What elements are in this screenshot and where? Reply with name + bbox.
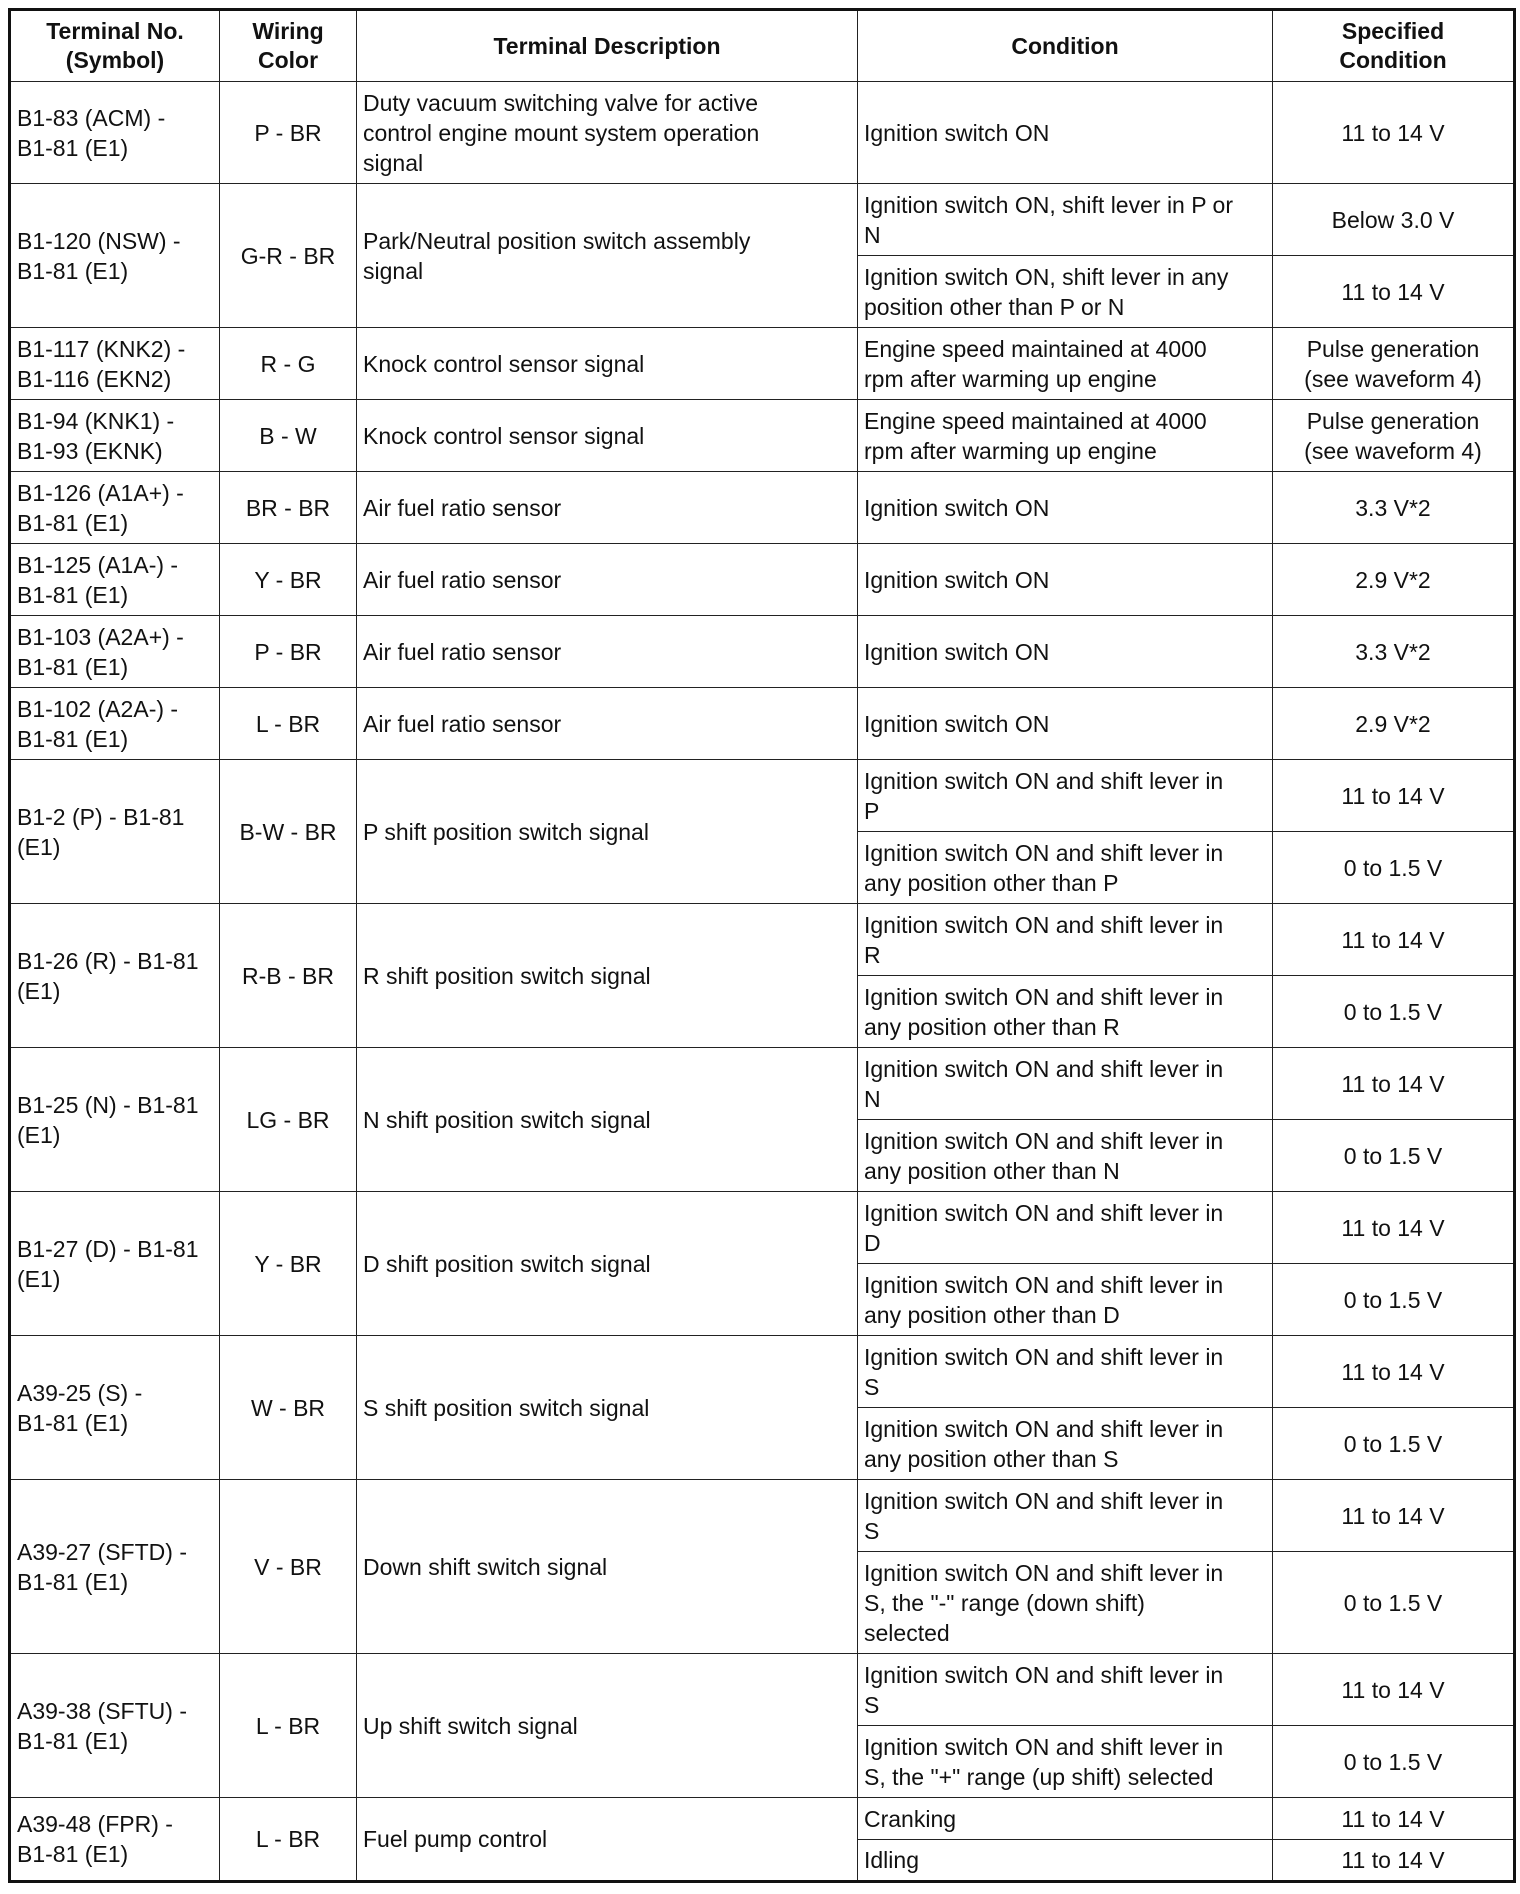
terminal-cell: B1-27 (D) - B1-81 (E1) <box>10 1192 220 1336</box>
specified-condition-cell: 11 to 14 V <box>1273 1840 1515 1882</box>
terminal-cell: A39-27 (SFTD) - B1-81 (E1) <box>10 1480 220 1654</box>
condition-cell: Ignition switch ON and shift lever in any position other than P <box>858 832 1273 904</box>
table-row <box>10 760 1515 832</box>
specified-condition-cell: 0 to 1.5 V <box>1273 1264 1515 1336</box>
terminal-cell: B1-26 (R) - B1-81 (E1) <box>10 904 220 1048</box>
header-row <box>10 10 1515 82</box>
specified-condition-cell: 11 to 14 V <box>1273 1192 1515 1264</box>
specified-condition-cell: 2.9 V*2 <box>1273 688 1515 760</box>
table-row <box>10 1654 1515 1726</box>
terminal-cell: A39-25 (S) - B1-81 (E1) <box>10 1336 220 1480</box>
terminal-description-cell: Knock control sensor signal <box>357 328 858 400</box>
specified-condition-cell: 3.3 V*2 <box>1273 616 1515 688</box>
wiring-color-cell: P - BR <box>220 616 357 688</box>
terminal-description-cell: Air fuel ratio sensor <box>357 472 858 544</box>
terminal-cell: B1-117 (KNK2) - B1-116 (EKN2) <box>10 328 220 400</box>
table-row <box>10 616 1515 688</box>
condition-cell: Engine speed maintained at 4000 rpm after warming up engine <box>858 328 1273 400</box>
condition-cell: Ignition switch ON and shift lever in S <box>858 1336 1273 1408</box>
wiring-color-cell: Y - BR <box>220 544 357 616</box>
specified-condition-cell: 11 to 14 V <box>1273 82 1515 184</box>
terminal-description-cell: Up shift switch signal <box>357 1654 858 1798</box>
condition-cell: Ignition switch ON and shift lever in S, the "+" range (up shift) selected <box>858 1726 1273 1798</box>
wiring-color-cell: B-W - BR <box>220 760 357 904</box>
wiring-color-cell: L - BR <box>220 688 357 760</box>
specified-condition-cell: 11 to 14 V <box>1273 256 1515 328</box>
condition-cell: Ignition switch ON <box>858 544 1273 616</box>
table-row <box>10 184 1515 256</box>
table-row <box>10 328 1515 400</box>
header-specified-condition: Specified Condition <box>1273 10 1515 82</box>
specified-condition-cell: 11 to 14 V <box>1273 1336 1515 1408</box>
terminal-spec-table-wrapper <box>8 8 1513 1883</box>
specified-condition-cell: 0 to 1.5 V <box>1273 832 1515 904</box>
condition-cell: Ignition switch ON and shift lever in any position other than S <box>858 1408 1273 1480</box>
wiring-color-cell: V - BR <box>220 1480 357 1654</box>
condition-cell: Ignition switch ON and shift lever in S, the "-" range (down shift) selected <box>858 1552 1273 1654</box>
condition-cell: Ignition switch ON and shift lever in P <box>858 760 1273 832</box>
condition-cell: Ignition switch ON and shift lever in D <box>858 1192 1273 1264</box>
condition-cell: Ignition switch ON and shift lever in S <box>858 1480 1273 1552</box>
specified-condition-cell: 11 to 14 V <box>1273 904 1515 976</box>
specified-condition-cell: Pulse generation (see waveform 4) <box>1273 328 1515 400</box>
wiring-color-cell: BR - BR <box>220 472 357 544</box>
condition-cell: Ignition switch ON <box>858 688 1273 760</box>
terminal-cell: B1-126 (A1A+) - B1-81 (E1) <box>10 472 220 544</box>
specified-condition-cell: 2.9 V*2 <box>1273 544 1515 616</box>
table-row <box>10 400 1515 472</box>
table-row <box>10 1480 1515 1552</box>
wiring-color-cell: L - BR <box>220 1798 357 1882</box>
header-wiring-color: Wiring Color <box>220 10 357 82</box>
condition-cell: Ignition switch ON, shift lever in any position other than P or N <box>858 256 1273 328</box>
terminal-cell: A39-48 (FPR) - B1-81 (E1) <box>10 1798 220 1882</box>
terminal-cell: B1-103 (A2A+) - B1-81 (E1) <box>10 616 220 688</box>
wiring-color-cell: W - BR <box>220 1336 357 1480</box>
condition-cell: Ignition switch ON <box>858 82 1273 184</box>
condition-cell: Ignition switch ON and shift lever in any position other than D <box>858 1264 1273 1336</box>
terminal-spec-table <box>8 8 1516 1883</box>
table-row <box>10 688 1515 760</box>
wiring-color-cell: P - BR <box>220 82 357 184</box>
terminal-cell: B1-125 (A1A-) - B1-81 (E1) <box>10 544 220 616</box>
wiring-color-cell: R - G <box>220 328 357 400</box>
specified-condition-cell: 0 to 1.5 V <box>1273 1408 1515 1480</box>
condition-cell: Ignition switch ON and shift lever in N <box>858 1048 1273 1120</box>
terminal-cell: B1-102 (A2A-) - B1-81 (E1) <box>10 688 220 760</box>
wiring-color-cell: G-R - BR <box>220 184 357 328</box>
terminal-description-cell: P shift position switch signal <box>357 760 858 904</box>
wiring-color-cell: R-B - BR <box>220 904 357 1048</box>
terminal-cell: A39-38 (SFTU) - B1-81 (E1) <box>10 1654 220 1798</box>
terminal-description-cell: Knock control sensor signal <box>357 400 858 472</box>
condition-cell: Ignition switch ON and shift lever in R <box>858 904 1273 976</box>
header-terminal: Terminal No. (Symbol) <box>10 10 220 82</box>
specified-condition-cell: 0 to 1.5 V <box>1273 1552 1515 1654</box>
terminal-description-cell: D shift position switch signal <box>357 1192 858 1336</box>
terminal-cell: B1-120 (NSW) - B1-81 (E1) <box>10 184 220 328</box>
terminal-description-cell: Fuel pump control <box>357 1798 858 1882</box>
header-terminal-description: Terminal Description <box>357 10 858 82</box>
terminal-description-cell: Duty vacuum switching valve for active control engine mount system operation signal <box>357 82 858 184</box>
table-row <box>10 1192 1515 1264</box>
specified-condition-cell: 11 to 14 V <box>1273 1048 1515 1120</box>
terminal-cell: B1-2 (P) - B1-81 (E1) <box>10 760 220 904</box>
table-row <box>10 1336 1515 1408</box>
specified-condition-cell: Below 3.0 V <box>1273 184 1515 256</box>
specified-condition-cell: 11 to 14 V <box>1273 1798 1515 1840</box>
terminal-description-cell: S shift position switch signal <box>357 1336 858 1480</box>
condition-cell: Cranking <box>858 1798 1273 1840</box>
terminal-cell: B1-83 (ACM) - B1-81 (E1) <box>10 82 220 184</box>
specified-condition-cell: Pulse generation (see waveform 4) <box>1273 400 1515 472</box>
specified-condition-cell: 0 to 1.5 V <box>1273 976 1515 1048</box>
terminal-description-cell: Down shift switch signal <box>357 1480 858 1654</box>
condition-cell: Engine speed maintained at 4000 rpm after warming up engine <box>858 400 1273 472</box>
specified-condition-cell: 11 to 14 V <box>1273 760 1515 832</box>
wiring-color-cell: B - W <box>220 400 357 472</box>
specified-condition-cell: 0 to 1.5 V <box>1273 1726 1515 1798</box>
specified-condition-cell: 11 to 14 V <box>1273 1480 1515 1552</box>
condition-cell: Ignition switch ON and shift lever in any position other than R <box>858 976 1273 1048</box>
table-row <box>10 1048 1515 1120</box>
condition-cell: Ignition switch ON <box>858 472 1273 544</box>
specified-condition-cell: 3.3 V*2 <box>1273 472 1515 544</box>
condition-cell: Ignition switch ON and shift lever in S <box>858 1654 1273 1726</box>
terminal-description-cell: N shift position switch signal <box>357 1048 858 1192</box>
terminal-description-cell: R shift position switch signal <box>357 904 858 1048</box>
terminal-description-cell: Air fuel ratio sensor <box>357 688 858 760</box>
terminal-description-cell: Air fuel ratio sensor <box>357 616 858 688</box>
terminal-cell: B1-25 (N) - B1-81 (E1) <box>10 1048 220 1192</box>
condition-cell: Ignition switch ON and shift lever in any position other than N <box>858 1120 1273 1192</box>
table-row <box>10 904 1515 976</box>
table-row <box>10 82 1515 184</box>
condition-cell: Ignition switch ON <box>858 616 1273 688</box>
specified-condition-cell: 0 to 1.5 V <box>1273 1120 1515 1192</box>
wiring-color-cell: L - BR <box>220 1654 357 1798</box>
table-row <box>10 1798 1515 1840</box>
table-row <box>10 544 1515 616</box>
specified-condition-cell: 11 to 14 V <box>1273 1654 1515 1726</box>
header-condition: Condition <box>858 10 1273 82</box>
terminal-description-cell: Park/Neutral position switch assembly signal <box>357 184 858 328</box>
terminal-cell: B1-94 (KNK1) - B1-93 (EKNK) <box>10 400 220 472</box>
condition-cell: Idling <box>858 1840 1273 1882</box>
wiring-color-cell: LG - BR <box>220 1048 357 1192</box>
terminal-description-cell: Air fuel ratio sensor <box>357 544 858 616</box>
table-row <box>10 472 1515 544</box>
condition-cell: Ignition switch ON, shift lever in P or N <box>858 184 1273 256</box>
wiring-color-cell: Y - BR <box>220 1192 357 1336</box>
